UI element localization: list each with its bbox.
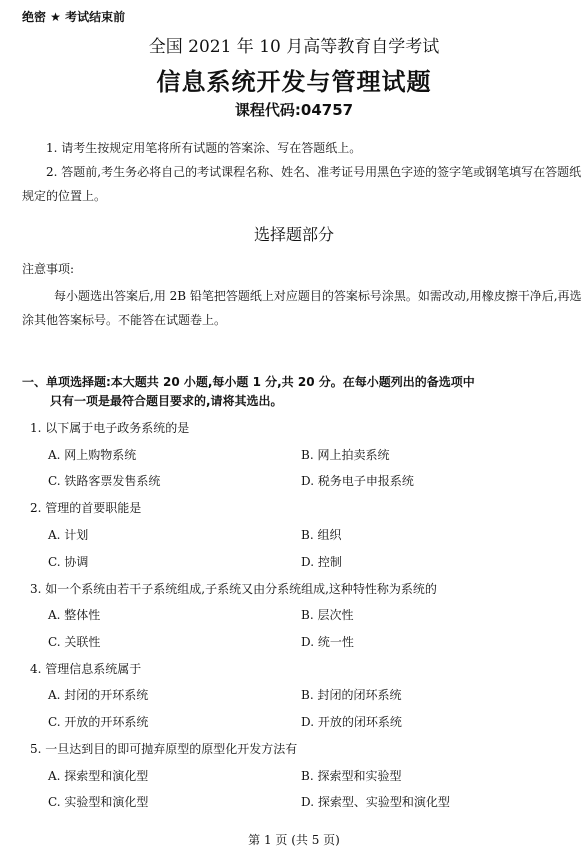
question-option: B. 层次性 xyxy=(301,608,354,622)
question-option: B. 探索型和实验型 xyxy=(301,769,402,783)
question-stem: 5. 一旦达到目的即可抛弃原型的原型化开发方法有 xyxy=(30,742,298,756)
page-footer: 第 1 页 (共 5 页) xyxy=(248,833,340,847)
notice-heading: 注意事项: xyxy=(22,262,75,276)
notice-body: 每小题选出答案后,用 2B 铅笔把答题纸上对应题目的答案标号涂黑。如需改动,用橡皮擦干净后,再选涂其他答案标号。不能答在试题卷上。 xyxy=(22,289,582,327)
exam-title: 全国 2021 年 10 月高等教育自学考试 xyxy=(148,37,440,57)
question-stem: 2. 管理的首要职能是 xyxy=(30,501,142,515)
question-option: A. 网上购物系统 xyxy=(48,448,137,462)
question-option: D. 开放的闭环系统 xyxy=(301,715,402,729)
question-option: B. 网上拍卖系统 xyxy=(301,448,390,462)
question-option: C. 实验型和演化型 xyxy=(48,795,149,809)
question-option: C. 开放的开环系统 xyxy=(48,715,149,729)
part-one-heading xyxy=(22,373,567,411)
question-option: D. 控制 xyxy=(301,555,342,569)
question-option: A. 封闭的开环系统 xyxy=(48,688,149,702)
part-one-heading-line1: 一、单项选择题:本大题共 20 小题,每小题 1 分,共 20 分。在每小题列出的备选项中 xyxy=(22,375,475,389)
question-option: D. 税务电子申报系统 xyxy=(301,474,414,488)
instruction-1: 1. 请考生按规定用笔将所有试题的答案涂、写在答题纸上。 xyxy=(46,141,362,155)
question-option: A. 整体性 xyxy=(48,608,101,622)
question-option: A. 计划 xyxy=(48,528,89,542)
question-option: B. 组织 xyxy=(301,528,342,542)
question-stem: 1. 以下属于电子政务系统的是 xyxy=(30,421,190,435)
confidential-label: 绝密 ★ 考试结束前 xyxy=(22,10,126,24)
course-code: 课程代码:04757 xyxy=(234,101,354,119)
question-option: D. 探索型、实验型和演化型 xyxy=(301,795,450,809)
part-one-heading-line2: 只有一项是最符合题目要求的,请将其选出。 xyxy=(50,394,283,408)
question-option: B. 封闭的闭环系统 xyxy=(301,688,402,702)
question-option: D. 统一性 xyxy=(301,635,354,649)
question-stem: 4. 管理信息系统属于 xyxy=(30,662,142,676)
instruction-2: 2. 答题前,考生务必将自己的考试课程名称、姓名、准考证号用黑色字迹的签字笔或钢笔填写在答题纸规定的位置上。 xyxy=(22,165,582,203)
section-title: 选择题部分 xyxy=(253,225,334,244)
question-stem: 3. 如一个系统由若干子系统组成,子系统又由分系统组成,这种特性称为系统的 xyxy=(30,582,437,596)
question-option: A. 探索型和演化型 xyxy=(48,769,149,783)
question-option: C. 铁路客票发售系统 xyxy=(48,474,161,488)
question-option: C. 协调 xyxy=(48,555,89,569)
paper-title: 信息系统开发与管理试题 xyxy=(156,68,432,96)
question-option: C. 关联性 xyxy=(48,635,101,649)
